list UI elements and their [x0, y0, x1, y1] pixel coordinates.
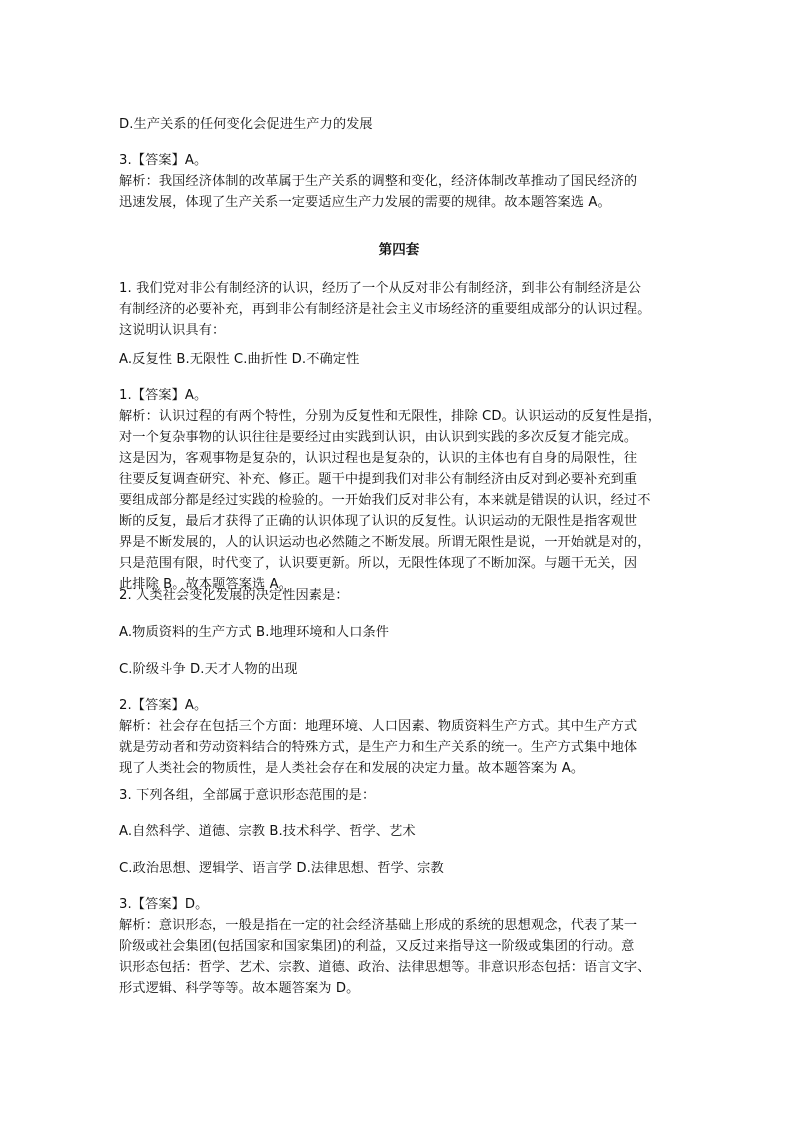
analysis-line: 断的反复，最后才获得了正确的认识体现了认识的反复性。认识运动的无限性是指客观世 [119, 514, 638, 529]
question-1-stem: 1. 我们党对非公有制经济的认识，经历了一个从反对非公有制经济，到非公有制经济是公 有制经济的必要补充，再到非公有制经济是社会主义市场经济的重要组成部分的认识过程。 这说明认识具有： [119, 281, 651, 338]
question-3-stem: 3. 下列各组，全部属于意识形态范围的是： [119, 788, 376, 803]
analysis-line: 这是因为，客观事物是复杂的，认识过程也是复杂的，认识的主体也有自身的局限性，往 [119, 451, 638, 466]
analysis-line: 形式逻辑、科学等等。故本题答案为 D。 [119, 981, 360, 996]
analysis-line: 现了人类社会的物质性，是人类社会存在和发展的决定力量。故本题答案为 A。 [119, 761, 585, 776]
question-2-answer [119, 695, 679, 779]
analysis-line: 要组成部分都是经过实践的检验的。一开始我们反对非公有，本来就是错误的认识，经过不 [119, 493, 651, 508]
analysis-line: 迅速发展，体现了生产关系一定要适应生产力发展的需要的规律。故本题答案选 A。 [119, 195, 611, 210]
analysis-line: 阶级或社会集团(包括国家和国家集团)的利益，又反过来指导这一阶级或集团的行动。意 [119, 939, 635, 954]
section-title: 第四套 [378, 242, 420, 258]
prev-answer-3 [119, 150, 679, 213]
question-1-options: A.反复性 B.无限性 C.曲折性 D.不确定性 [119, 352, 360, 367]
analysis-line: 对一个复杂事物的认识往往是要经过由实践到认识，由认识到实践的多次反复才能完成。 [119, 430, 638, 445]
answer-line: 2.【答案】A。 [119, 698, 208, 713]
question-3-options-cd: C.政治思想、逻辑学、语言学 D.法律思想、哲学、宗教 [119, 861, 444, 876]
analysis-line: 解析：认识过程的有两个特性，分别为反复性和无限性，排除 CD。认识运动的反复性是指， [119, 409, 662, 424]
question-3-answer [119, 894, 679, 999]
analysis-line: 此排除 B。故本题答案选 A。 [119, 577, 293, 592]
analysis-line: 识形态包括：哲学、艺术、宗教、道德、政治、法律思想等。非意识形态包括：语言文字、 [119, 960, 651, 975]
question-1-answer [119, 385, 679, 595]
prev-option-d: D.生产关系的任何变化会促进生产力的发展 [119, 117, 373, 132]
question-2-options-cd: C.阶级斗争 D.天才人物的出现 [119, 662, 298, 677]
analysis-line: 解析：社会存在包括三个方面：地理环境、人口因素、物质资料生产方式。其中生产方式 [119, 719, 638, 734]
analysis-line: 只是范围有限，时代变了，认识要更新。所以，无限性体现了不断加深。与题干无关，因 [119, 556, 638, 571]
analysis-line: 解析：意识形态，一般是指在一定的社会经济基础上形成的系统的思想观念，代表了某一 [119, 918, 638, 933]
answer-line: 1.【答案】A。 [119, 388, 208, 403]
analysis-line: 界是不断发展的，人的认识运动也必然随之不断发展。所谓无限性是说，一开始就是对的， [119, 535, 651, 550]
question-3-options-ab: A.自然科学、道德、宗教 B.技术科学、哲学、艺术 [119, 824, 416, 839]
answer-line: 3.【答案】D。 [119, 897, 209, 912]
question-2-stem: 2. 人类社会变化发展的决定性因素是： [119, 588, 349, 603]
analysis-line: 往要反复调查研究、补充、修正。题干中提到我们对非公有制经济由反对到必要补充到重 [119, 472, 638, 487]
answer-line: 3.【答案】A。 [119, 153, 208, 168]
question-2-options-ab: A.物质资料的生产方式 B.地理环境和人口条件 [119, 625, 390, 640]
analysis-line: 就是劳动者和劳动资料结合的特殊方式，是生产力和生产关系的统一。生产方式集中地体 [119, 740, 638, 755]
analysis-line: 解析：我国经济体制的改革属于生产关系的调整和变化，经济体制改革推动了国民经济的 [119, 174, 638, 189]
